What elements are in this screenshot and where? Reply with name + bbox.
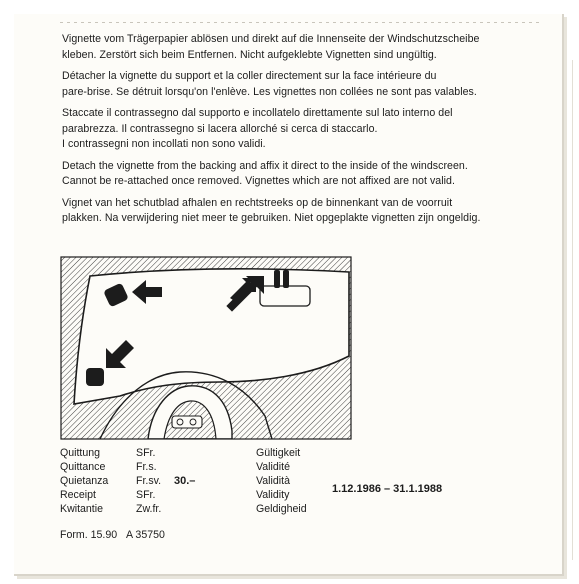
receipt-label: Quietanza [60, 475, 109, 487]
instruction-line: pare-brise. Se détruit lorsqu'on l'enlève. Les vignettes non collées ne sont pas valables. [62, 85, 477, 98]
instruction-line: Vignette vom Trägerpapier ablösen und direkt auf die Innenseite der Windschutzscheibe [62, 33, 480, 45]
receipt-label: Quittung [60, 447, 101, 459]
instruction-italian [62, 106, 552, 153]
receipt-label: Quittance [60, 461, 106, 473]
instruction-english [62, 159, 552, 190]
currency-label: SFr. [136, 447, 156, 459]
instruction-line: Staccate il contrassegno dal supporto e incollatelo direttamente sul lato interno del [62, 107, 453, 119]
validity-label: Geldigheid [256, 503, 307, 515]
rear-view-mirror [260, 286, 310, 306]
instrument-cluster [172, 416, 202, 428]
arrow-left-icon [132, 280, 162, 304]
instruction-line: Detach the vignette from the backing and affix it direct to the inside of the windscreen. [62, 159, 468, 172]
amount-value: 30.– [174, 475, 196, 487]
instruction-french [62, 69, 552, 100]
currency-label: Fr.s. [136, 461, 157, 473]
instruction-line: Détacher la vignette du support et la coller directement sur la face intérieure du [62, 70, 437, 82]
currency-label: Zw.fr. [136, 503, 162, 515]
validity-label: Gültigkeit [256, 447, 301, 459]
form-number: Form. 15.90 [60, 529, 118, 541]
currency-label: Fr.sv. [136, 475, 162, 487]
instruction-line: kleben. Zerstört sich beim Entfernen. Nicht aufgeklebte Vignetten sind ungültig. [62, 48, 437, 61]
instruction-line: parabrezza. Il contrassegno si lacera allorché si cerca di staccarlo. [62, 122, 378, 135]
instruction-dutch [62, 196, 552, 227]
scan-side-line [572, 60, 573, 560]
instructions-block [62, 32, 552, 233]
instruction-line: Vignet van het schutblad afhalen en rechtstreeks op de binnenkant van de voorruit [62, 196, 453, 209]
serial-number: A 35750 [126, 529, 165, 541]
instruction-line: I contrassegni non incollati non sono validi. [62, 138, 266, 150]
validity-period: 1.12.1986 – 31.1.1988 [332, 483, 443, 495]
mirror-mount [274, 270, 280, 288]
arrow-down-left-icon [106, 340, 134, 368]
vignette-position-top [103, 283, 129, 308]
instruction-line: plakken. Na verwijdering niet meer te gebruiken. Niet opgeplakte vignetten zijn ongeldig. [62, 212, 481, 224]
receipt-block [60, 446, 540, 556]
validity-label: Validity [256, 489, 290, 501]
instruction-line: Cannot be re-attached once removed. Vignettes which are not affixed are not valid. [62, 175, 455, 187]
vignette-position-bottom [86, 368, 104, 386]
windscreen-placement-diagram [60, 256, 352, 440]
receipt-label: Receipt [60, 489, 96, 501]
receipt-label: Kwitantie [60, 503, 103, 515]
mirror-mount [283, 270, 289, 288]
validity-label: Validité [256, 461, 290, 473]
instruction-german [62, 32, 552, 63]
arrow-up-right-icon [230, 276, 264, 306]
scan-edge-line [60, 22, 540, 23]
validity-label: Validità [256, 475, 290, 487]
currency-label: SFr. [136, 489, 156, 501]
